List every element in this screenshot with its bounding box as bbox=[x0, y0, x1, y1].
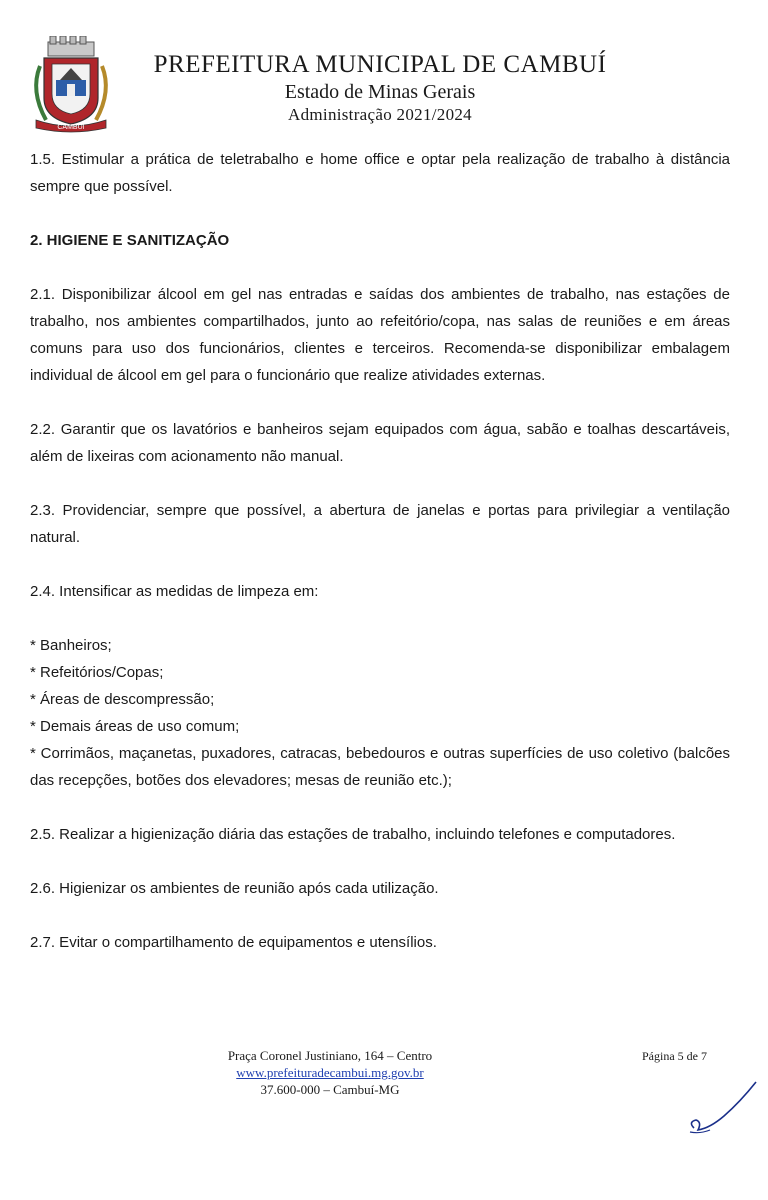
paragraph-2-2: 2.2. Garantir que os lavatórios e banheiros sejam equipados com água, sabão e toalhas descartáveis, além de lixeiras com acionamento não manual. bbox=[30, 421, 730, 465]
list-item: * Áreas de descompressão; bbox=[30, 691, 215, 708]
cleaning-list bbox=[30, 632, 730, 794]
state-name: Estado de Minas Gerais bbox=[284, 81, 476, 103]
paragraph-1-5: 1.5. Estimular a prática de teletrabalho e home office e optar pela realização de trabalho à distância sempre que possível. bbox=[30, 151, 730, 195]
footer-address: Praça Coronel Justiniano, 164 – Centro bbox=[227, 1048, 433, 1063]
paragraph-2-1: 2.1. Disponibilizar álcool em gel nas entradas e saídas dos ambientes de trabalho, nas estações de trabalho, nos ambientes compartilhados, junto ao refeitório/copa, nas salas de reuniões e em áreas comuns para uso dos funcionários, clientes e terceiros. Recomenda-se disponibilizar embalagem individual de álcool em gel para o funcionário que realize atividades externas. bbox=[30, 286, 730, 384]
list-item: * Demais áreas de uso comum; bbox=[30, 718, 240, 735]
page-number: Página 5 de 7 bbox=[642, 1049, 707, 1063]
crest-ribbon-text: CAMBUÍ bbox=[57, 124, 85, 131]
footer-city: 37.600-000 – Cambuí-MG bbox=[260, 1082, 400, 1097]
paragraph-2-6: 2.6. Higienizar os ambientes de reunião após cada utilização. bbox=[30, 880, 439, 897]
document-header bbox=[0, 30, 768, 140]
list-item: * Refeitórios/Copas; bbox=[30, 664, 164, 681]
footer-website-link[interactable]: www.prefeituradecambui.mg.gov.br bbox=[236, 1065, 424, 1080]
section-2-title: 2. HIGIENE E SANITIZAÇÃO bbox=[30, 232, 230, 249]
signature-mark bbox=[680, 1076, 760, 1146]
list-item: * Banheiros; bbox=[30, 637, 112, 654]
paragraph-2-5: 2.5. Realizar a higienização diária das estações de trabalho, incluindo telefones e computadores. bbox=[30, 826, 676, 843]
paragraph-2-4: 2.4. Intensificar as medidas de limpeza em: bbox=[30, 583, 319, 600]
paragraph-2-7: 2.7. Evitar o compartilhamento de equipamentos e utensílios. bbox=[30, 934, 437, 951]
administration-period: Administração 2021/2024 bbox=[288, 105, 472, 124]
institution-title: PREFEITURA MUNICIPAL DE CAMBUÍ bbox=[153, 51, 607, 78]
document-body bbox=[30, 146, 730, 956]
municipal-crest-icon bbox=[26, 36, 116, 134]
list-item: * Corrimãos, maçanetas, puxadores, catracas, bebedouros e outras superfícies de uso coletivo (balcões das recepções, botões dos elevadores; mesas de reunião etc.); bbox=[30, 745, 730, 789]
paragraph-2-3: 2.3. Providenciar, sempre que possível, a abertura de janelas e portas para privilegiar a ventilação natural. bbox=[30, 502, 730, 546]
